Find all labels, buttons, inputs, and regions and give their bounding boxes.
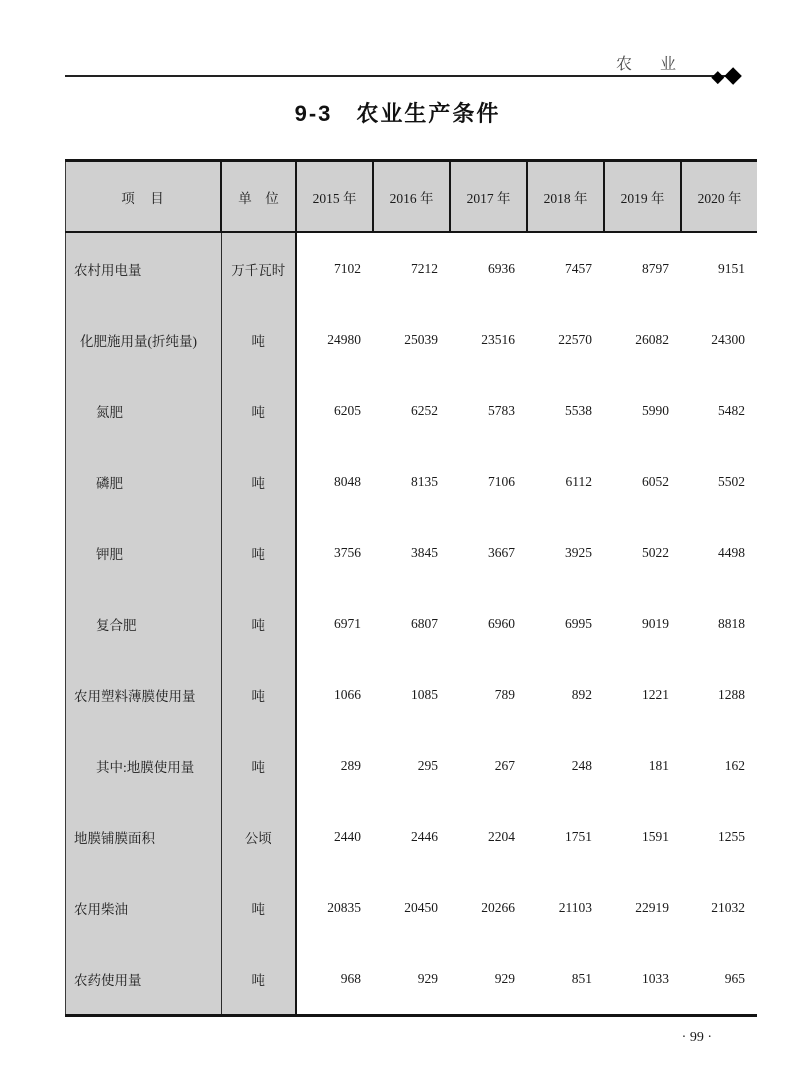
value-cell: 7212 [373,232,450,304]
value-cell: 3667 [450,517,527,588]
item-cell: 化肥施用量(折纯量) [66,304,222,375]
table-row [66,517,758,588]
unit-cell: 吨 [221,304,296,375]
table-header-row [66,161,758,233]
value-cell: 1751 [527,801,604,872]
column-header: 2018 年 [527,161,604,233]
value-cell: 21032 [681,872,757,943]
value-cell: 26082 [604,304,681,375]
value-cell: 892 [527,659,604,730]
item-cell: 地膜铺膜面积 [66,801,222,872]
value-cell: 289 [296,730,373,801]
column-header: 2020 年 [681,161,757,233]
item-cell: 农村用电量 [66,232,222,304]
table-row [66,446,758,517]
value-cell: 7106 [450,446,527,517]
table-row [66,232,758,304]
item-cell: 农药使用量 [66,943,222,1016]
value-cell: 20450 [373,872,450,943]
value-cell: 24300 [681,304,757,375]
unit-cell: 吨 [221,659,296,730]
page-number: · 99 · [681,1030,712,1045]
table-row [66,943,758,1016]
table-row [66,304,758,375]
value-cell: 6052 [604,446,681,517]
diamond-small-icon: ◆ [711,67,725,86]
unit-cell: 吨 [221,730,296,801]
table-row [66,801,758,872]
value-cell: 1221 [604,659,681,730]
value-cell: 248 [527,730,604,801]
unit-cell: 吨 [221,943,296,1016]
unit-cell: 吨 [221,872,296,943]
table-row [66,872,758,943]
running-head [65,0,742,87]
value-cell: 965 [681,943,757,1016]
unit-cell: 万千瓦时 [221,232,296,304]
value-cell: 1255 [681,801,757,872]
table-row [66,588,758,659]
unit-cell: 吨 [221,375,296,446]
value-cell: 3845 [373,517,450,588]
value-cell: 8135 [373,446,450,517]
column-header: 2015 年 [296,161,373,233]
section-label: 农 业 [615,56,682,73]
value-cell: 5783 [450,375,527,446]
value-cell: 5482 [681,375,757,446]
value-cell: 6971 [296,588,373,659]
value-cell: 1085 [373,659,450,730]
value-cell: 3925 [527,517,604,588]
value-cell: 1591 [604,801,681,872]
unit-cell: 吨 [221,517,296,588]
item-cell: 氮肥 [66,375,222,446]
value-cell: 851 [527,943,604,1016]
value-cell: 23516 [450,304,527,375]
value-cell: 20835 [296,872,373,943]
value-cell: 181 [604,730,681,801]
value-cell: 789 [450,659,527,730]
value-cell: 267 [450,730,527,801]
value-cell: 4498 [681,517,757,588]
statistics-table [65,159,757,1017]
column-header: 2019 年 [604,161,681,233]
value-cell: 929 [450,943,527,1016]
item-cell: 复合肥 [66,588,222,659]
page-content [65,0,745,1046]
item-cell: 农用塑料薄膜使用量 [66,659,222,730]
diamond-large-icon: ◆ [724,62,742,87]
column-header: 2017 年 [450,161,527,233]
value-cell: 7102 [296,232,373,304]
item-cell: 其中:地膜使用量 [66,730,222,801]
value-cell: 1066 [296,659,373,730]
diamond-icons [711,63,742,86]
column-header: 单 位 [221,161,296,233]
value-cell: 24980 [296,304,373,375]
value-cell: 5990 [604,375,681,446]
value-cell: 9019 [604,588,681,659]
unit-cell: 吨 [221,588,296,659]
item-cell: 磷肥 [66,446,222,517]
value-cell: 6252 [373,375,450,446]
value-cell: 6936 [450,232,527,304]
value-cell: 6995 [527,588,604,659]
value-cell: 7457 [527,232,604,304]
value-cell: 6112 [527,446,604,517]
item-cell: 钾肥 [66,517,222,588]
table-body [66,232,758,1016]
value-cell: 5538 [527,375,604,446]
value-cell: 1033 [604,943,681,1016]
item-cell: 农用柴油 [66,872,222,943]
value-cell: 25039 [373,304,450,375]
column-header: 项 目 [66,161,222,233]
value-cell: 21103 [527,872,604,943]
value-cell: 20266 [450,872,527,943]
value-cell: 968 [296,943,373,1016]
value-cell: 5022 [604,517,681,588]
value-cell: 5502 [681,446,757,517]
value-cell: 2204 [450,801,527,872]
value-cell: 22919 [604,872,681,943]
value-cell: 929 [373,943,450,1016]
value-cell: 8797 [604,232,681,304]
value-cell: 2446 [373,801,450,872]
value-cell: 295 [373,730,450,801]
value-cell: 6807 [373,588,450,659]
value-cell: 22570 [527,304,604,375]
value-cell: 6960 [450,588,527,659]
value-cell: 8818 [681,588,757,659]
value-cell: 8048 [296,446,373,517]
unit-cell: 吨 [221,446,296,517]
value-cell: 3756 [296,517,373,588]
table-row [66,659,758,730]
table-row [66,730,758,801]
value-cell: 2440 [296,801,373,872]
value-cell: 9151 [681,232,757,304]
unit-cell: 公顷 [221,801,296,872]
value-cell: 162 [681,730,757,801]
value-cell: 6205 [296,375,373,446]
table-row [66,375,758,446]
column-header: 2016 年 [373,161,450,233]
value-cell: 1288 [681,659,757,730]
table-title: 9-3 农业生产条件 [294,101,501,126]
